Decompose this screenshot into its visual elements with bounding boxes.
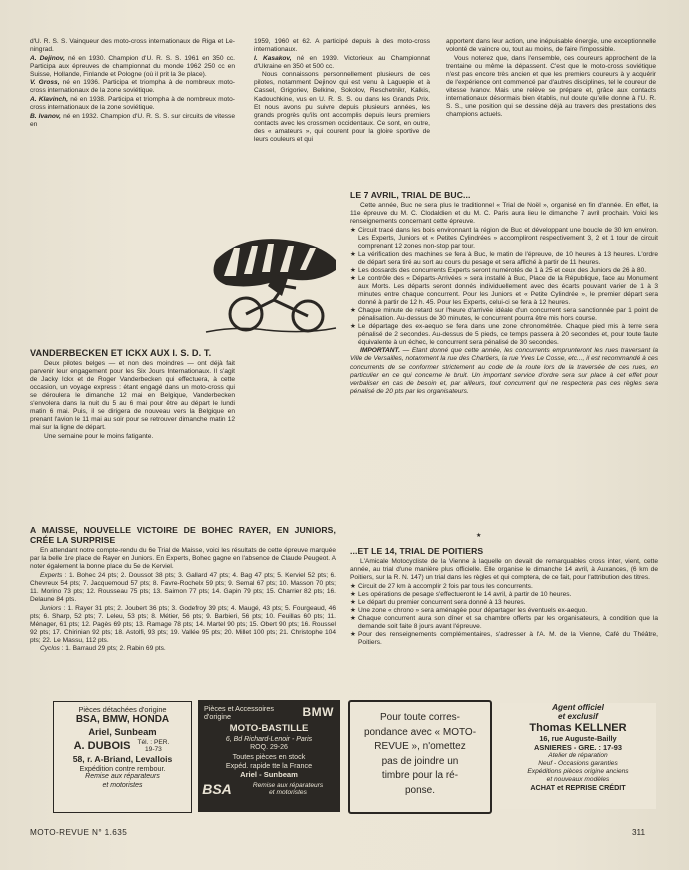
ad-line: et motoristes <box>269 789 307 797</box>
paragraph: L'Amicale Motocycliste de la Vienne à laquelle on devait de remarquables cross inter, vient, cette année, au trial d'une manière plus officielle. Elle organise le dimanche 14 avril, à Auxances, (6 km de Poitiers, sur la R. N. 147) un trial dans les règles et qui comptera, de ce fait, pour l'attribution des titres. <box>350 558 658 582</box>
ad-brands: Ariel, Sunbeam <box>88 726 157 737</box>
list-item: ★ Le départage des ex-aequo se fera dans une zone chronométrée. Chaque pied mis à terre sera pénalisé de 2 secondes. Au-dessus de 5 pieds, ce temps passera à 20 secondes et, pour toute faute équivalente à un échec, le concurrent sera pénalisé de 30 secondes. <box>350 323 658 347</box>
results-list: : 1. Rayer 31 pts; 2. Joubert 36 pts; 3. Godefroy 39 pts; 4. Maugé, 43 pts; 5. Fourgeaud, 46 pts; 6. Sharp, 52 pts; 7. Leleu, 53 pts; 8. Métier, 56 pts; 9. Barbieri, 56 pts; 10. Feuillas 60 pts; 11. Ménager, 61 pts; 12. Pagès 69 pts; 13. Ramage 78 pts; 14. Martel 90 pts; 15. Obert 90 pts; 16. Roussel 92 pts; 17. Chirinian 92 pts; 18. Astolfi, 93 pts; 19. Vallée 95 pts; 20. Millet 100 pts; 21. Christophe 104 pts; 22. Le Massu, 112 pts. <box>30 604 336 644</box>
ad-line: et exclusif <box>557 712 599 722</box>
ad-line: Expédition contre rembour. <box>79 763 166 773</box>
list-item: ★ La vérification des machines se fera à Buc, le matin de l'épreuve, de 10 heures à 13 heures. L'ordre de départ sera tiré au sort au cours du pesage et sera affiché à partir de 11 heures. <box>350 251 658 267</box>
rider-name: V. Gross, <box>30 79 60 87</box>
category-label: Experts <box>40 571 63 579</box>
notice-line: pondance avec « MOTO- <box>363 726 477 738</box>
page-number: 311 <box>632 828 646 837</box>
list-item: ★ Le contrôle des « Départs-Arrivées » sera installé à Buc, Place de la République, face au Monument aux Morts. Les départs seront donnés individuellement avec des écarts pouvant varier de 1 à 3 minutes entre chaque concurrent. Pour les Juniors et « Petite Cylindrée », le premier départ sera donné à partir de 12 h. 45. Pour les Experts, celui-ci se fera à 12 heures. <box>350 275 658 307</box>
notice-line: timbre pour la ré- <box>381 770 459 781</box>
ad-line: Remise aux réparateurs <box>252 781 324 789</box>
notice-line: Pour toute corres- <box>379 712 461 723</box>
paragraph: Vous noterez que, dans l'ensemble, ces coureurs approchent de la trentaine ou même la dépassent. C'est que le moto-cross soviétique n'est pas encore très ancien et que les premiers coureurs à y acquérir de l'expérience ont commencé par d'autres disciplines, tel le coureur de vitesse Ivanov. Mais une relève se prépare et, grâce aux contacts internationaux désormais bien établis, nul doute qu'elle donne à l'U. R. S. S., une position qui se dessine déjà au travers des prestations des champions actuels. <box>446 54 656 119</box>
trial-illustration <box>196 230 340 336</box>
important-text: — Etant donné que cette année, les concurrents emprunteront les rues traversant la Ville de Versailles, notamment la rue des Chartiers, la rue Yves Le Cosse, etc..., il est recommandé à ces concurrents de se conformer strictement au code de la route lors de la traversée de ces rues, en particulier en ce qui concerne le bruit. Un important service d'ordre sera sur place à cet effet pour verbaliser en cas de besoin et, par ailleurs, tout concurrent qui ne respectera pas ces règles sera pénalisé de 20 pts par les organisateurs. <box>350 347 658 395</box>
ad-line: Pièces détachées d'origine <box>78 705 167 714</box>
ad-revue-notice <box>348 700 492 814</box>
article-title: LE 7 AVRIL, TRIAL DE BUC... <box>350 190 471 200</box>
list-item: ★ Chaque concurrent aura son dîner et sa chambre offerts par les organisateurs, à condition que la demande soit faite 8 jours avant l'épreuve. <box>350 615 658 631</box>
ad-phone: ASNIERES - GRE. : 17-93 <box>534 742 622 752</box>
results-list: : 1. Barraud 29 pts; 2. Rabin 69 pts. <box>59 645 166 653</box>
article-title: ...ET LE 14, TRIAL DE POITIERS <box>350 546 484 556</box>
article-title: A MAISSE, NOUVELLE VICTOIRE DE BOHEC RAYER, EN JUNIORS, CRÉE LA SURPRISE <box>30 525 336 545</box>
article-soviet-riders-col3 <box>446 38 656 174</box>
paragraph: Une semaine pour le moins fatigante. <box>44 433 154 441</box>
notice-line: pas de joindre un <box>381 755 459 767</box>
paragraph <box>30 79 235 95</box>
paragraph: Deux pilotes belges — et non des moindres — ont déjà fait parvenir leur engagement pour les Six Jours Internationaux. Il s'agit de Jacky Ickx et de Roger Vanderbecken qui effectuera, à cette occasion, un voyage express : étant engagé dans un moto-cross qui se déroulera le dimanche 12 mai en Belgique, Vanderbecken s'envolera dans la nuit du 5 au 6 mai pour être au départ le lundi matin 6 mai. Puis, il se dirigera de nouveau vers la Belgique en prenant l'avion le 11 mai au soir pour se retrouver dimanche matin 12 mai sur la ligne de départ. <box>30 360 235 432</box>
rider-name: I. Kasakov, <box>254 54 292 62</box>
issue-label: MOTO-REVUE N° 1.635 <box>30 828 128 837</box>
results-list: : 1. Bohec 24 pts; 2. Doussot 38 pts; 3. Gallard 47 pts; 4. Bag 47 pts; 5. Kerviel 52 pts; 6. Chevreux 54 pts; 7. Jacquemoud 57 pts; 8. Favre-Rochelx 59 pts; 9. Semal 67 pts; 10. Masson 70 pts; 11. Morino 73 pts; 12. Rousseau 75 pts; 13. Saimon 77 pts; 14. Gapin 79 pts; 15. Charrier 82 pts; 16. Delaune 84 pts. <box>30 571 336 603</box>
paragraph <box>30 96 235 112</box>
list-item: ★ Une zone « chrono » sera aménagée pour départager les éventuels ex-aequo. <box>350 607 658 615</box>
paragraph: apportent dans leur action, une inépuisable énergie, une exceptionnelle volonté de vaincre ou, tout au moins, de faire l'impossible. <box>446 38 656 54</box>
notice-line: ponse. <box>404 784 436 796</box>
results-experts <box>30 572 336 604</box>
ad-phone: Tél. : PER. 19-73 <box>137 739 170 754</box>
results-juniors <box>30 605 336 645</box>
ad-address: 16, rue Auguste-Bailly <box>539 733 617 743</box>
rider-name: A. Dejinov, <box>30 54 65 62</box>
paragraph <box>30 113 235 129</box>
ad-kellner <box>500 703 656 809</box>
article-vanderbecken <box>30 345 235 515</box>
list-item: ★ Pour des renseignements complémentaires, s'adresser à l'A. M. de la Vienne, Café du Théâtre, Poitiers. <box>350 631 658 647</box>
important-note <box>350 347 658 395</box>
paragraph: Cette année, Buc ne sera plus le traditionnel « Trial de Noël », organisé en fin d'année. En effet, la 11e épreuve du M. C. Clodaldien et du M. C. Paris aura lieu le dimanche 7 avril prochain. Voici les renseignements concernant cette épreuve. <box>350 202 658 226</box>
category-label: Juniors <box>40 604 62 612</box>
rules-list <box>350 583 658 647</box>
star-icon: ★ <box>476 533 482 539</box>
paragraph <box>254 55 430 71</box>
list-item: ★ Chaque minute de retard sur l'heure d'arrivée idéale d'un concurrent sera sanctionnée par 1 point de pénalisation. Au-dessus de 30 minutes, le concurrent pourra être mis hors course. <box>350 307 658 323</box>
notice-line: REVUE », n'omettez <box>374 741 466 752</box>
rider-name: B. Ivanov, <box>30 112 62 120</box>
list-item: ★ Les opérations de pesage s'effectueront le 14 avril, à partir de 10 heures. <box>350 591 658 599</box>
ad-phone: ROQ. 29-26 <box>250 744 288 752</box>
rider-name: A. Klavinch, <box>30 96 69 104</box>
article-buc <box>350 187 658 532</box>
bsa-logo: BSA <box>202 781 232 798</box>
paragraph: d'U. R. S. S. Vainqueur des moto-cross internationaux de Riga et Le-ningrad. <box>30 38 235 54</box>
ad-line: et motoristes <box>102 781 143 789</box>
article-poitiers <box>350 543 658 693</box>
rider-bio: né en 1932. Champion d'U. R. S. S. sur circuits de vitesse en <box>30 112 235 128</box>
paragraph <box>30 55 235 79</box>
paragraph: En attendant notre compte-rendu du 6e Trial de Maisse, voici les résultats de cette épreuve marquée par la belle 1re place de Rayer en Juniors. En Experts, Bohec gagne en l'absence de Claude Peugeot. A noter également la bonne place du 5e de Kerviel. <box>30 547 336 571</box>
ad-line: Atelier de réparation <box>548 752 608 760</box>
ad-moto-bastille <box>198 700 340 812</box>
rider-bio: né en 1939. Victorieux au Championnat d'Ukraine en 350 et 500 cc. <box>254 54 430 70</box>
ad-line: Agent officiel <box>552 703 604 712</box>
ad-brands: BSA, BMW, HONDA <box>75 714 170 725</box>
rider-bio: né en 1936. Participa et triompha à de nombreux moto-cross internationaux de la zone soviétique. <box>30 79 235 95</box>
bmw-logo: BMW <box>302 705 334 719</box>
ad-line: Expéd. rapide tte la France <box>225 760 313 770</box>
ad-company-name: Thomas KELLNER <box>529 721 627 734</box>
ad-line: Remise aux réparateurs <box>85 773 160 781</box>
paragraph: Nous connaissons personnellement plusieurs de ces pilotes, notamment Dejinov qui est venu à Laguepie et à Cassel, Grigoriev, Belkine, Sokolov, Reschetnikr, Kalkis, Kadouchkine, vus en U. R. S. S. ou dans les Grands Prix. Et nous avons pu suivre depuis plusieurs années, les grands progrès qu'ils ont accomplis depuis leurs premiers contacts avec les crossmen occidentaux. Ce sont, en outre, des « amateurs », qui courent pour la gloire sportive de leurs couleurs et qui <box>254 71 430 143</box>
ad-dubois <box>53 701 192 813</box>
ad-address: 6, Bd Richard-Lenoir - Paris <box>225 735 313 743</box>
list-item: ★ Circuit de 27 km à accomplir 2 fois par tous les concurrents. <box>350 583 658 591</box>
ad-line: ACHAT et REPRISE CRÉDIT <box>530 782 626 792</box>
article-soviet-riders-col2 <box>254 38 430 174</box>
ad-line: et nouveaux modèles <box>546 775 610 783</box>
rider-bio: né en 1930. Champion d'U. R. S. S. 1961 en 350 cc. Participa aux épreuves de championnat du monde 1962 250 cc en Suisse, Hollande, Finlande et Pologne (où il prit la 3e place). <box>30 54 235 78</box>
list-item: ★ Les dossards des concurrents Experts seront numérotés de 1 à 25 et ceux des Juniors de 26 à 80. <box>350 267 658 275</box>
list-item: ★ Circuit tracé dans les bois environnant la région de Buc et développant une boucle de 30 km environ. Les Experts, Juniors et « Petites Cylindrées » accompliront respectivement 3, 2 et 1 tour de circuit comprenant 12 zones non-stop par tour. <box>350 227 658 251</box>
results-cyclos <box>30 645 336 653</box>
rider-bio: né en 1938. Participa et triompha à de nombreux moto-cross internationaux de la zone soviétique. <box>30 96 235 112</box>
article-title: VANDERBECKEN ET ICKX AUX I. S. D. T. <box>30 348 212 358</box>
ad-line: Pièces et Accessoires <box>204 704 274 713</box>
article-soviet-riders-col1 <box>30 38 235 174</box>
paragraph: 1959, 1960 et 62. A participé depuis à des moto-cross internationaux. <box>254 38 430 54</box>
ad-line: Neuf - Occasions garanties <box>538 760 618 768</box>
list-item: ★ Le départ du premier concurrent sera donné à 13 heures. <box>350 599 658 607</box>
ad-line: d'origine <box>204 712 231 722</box>
ad-company-name: A. DUBOIS <box>73 740 131 753</box>
category-label: Cyclos <box>40 645 60 653</box>
ad-line: Toutes pièces en stock <box>232 752 306 761</box>
ad-line: Expéditions pièces origine anciens <box>527 768 629 775</box>
ad-company-name: MOTO-BASTILLE <box>229 722 309 734</box>
ad-address: 58, r. A-Briand, Levallois <box>72 753 173 764</box>
ad-line: Ariel - Sunbeam <box>240 770 298 780</box>
important-label: IMPORTANT. <box>360 347 400 355</box>
rules-list <box>350 227 658 348</box>
